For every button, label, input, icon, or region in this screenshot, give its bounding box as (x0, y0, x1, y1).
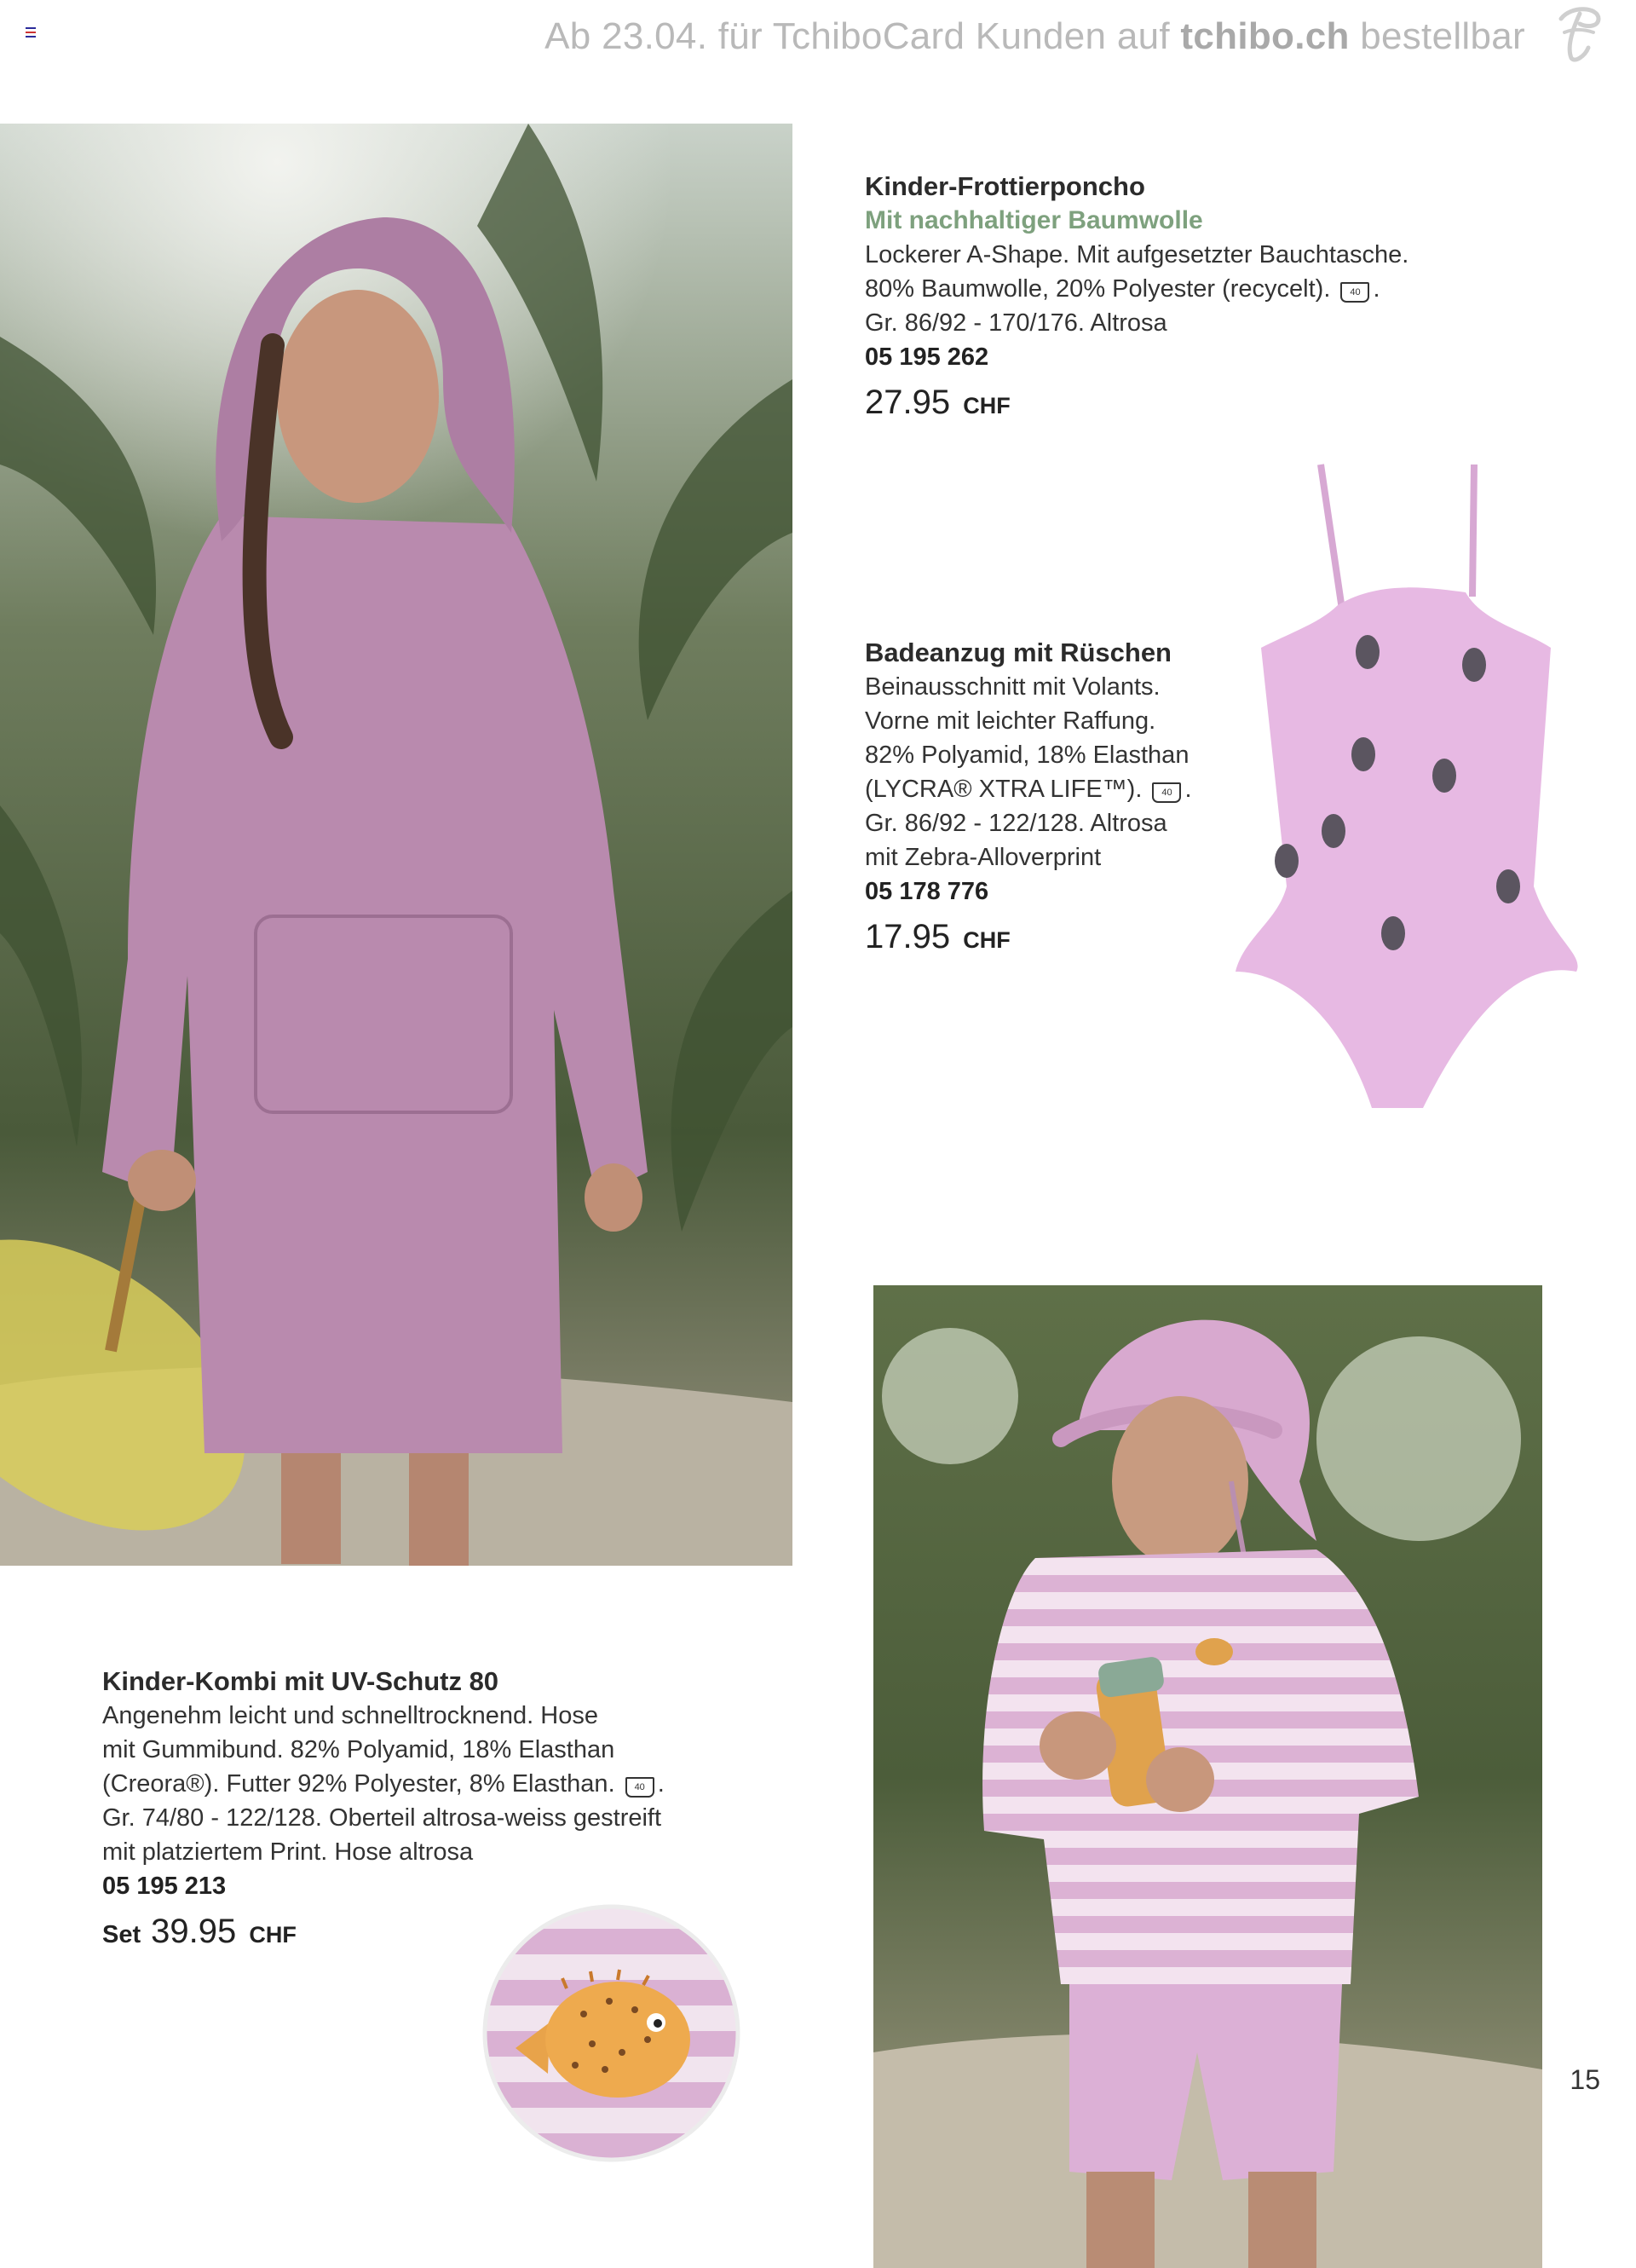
article-number: 05 195 262 (865, 343, 989, 371)
article-number: 05 195 213 (102, 1873, 227, 1900)
price-currency: CHF (249, 1922, 297, 1948)
product-desc-line: (Creora®). Futter 92% Polyester, 8% Elasthan. (102, 1770, 622, 1798)
price-set-label: Set (102, 1921, 141, 1948)
product-desc-line-wash: (LYCRA® XTRA LIFE™). 40 . (865, 776, 1192, 803)
product-desc-line-wash: 80% Baumwolle, 20% Polyester (recycelt). 40 . (865, 275, 1380, 303)
product-subtitle: Mit nachhaltiger Baumwolle (865, 206, 1203, 234)
banner-post: bestellbar (1349, 15, 1525, 57)
page-number: 15 (1570, 2064, 1600, 2095)
product-desc-line: Vorne mit leichter Raffung. (865, 707, 1156, 735)
product-desc-line: mit platziertem Print. Hose altrosa (102, 1838, 474, 1866)
product-name: Badeanzug mit Rüschen (865, 638, 1172, 667)
product-price (865, 381, 1478, 427)
product-desc-line: Gr. 86/92 - 170/176. Altrosa (865, 309, 1167, 337)
product-desc-line: Angenehm leicht und schnelltrocknend. Hose (102, 1702, 598, 1729)
product-desc-line: (LYCRA® XTRA LIFE™). (865, 776, 1149, 803)
pufferfish-print-detail (481, 1903, 741, 2163)
product-desc-line: 80% Baumwolle, 20% Polyester (recycelt). (865, 275, 1338, 303)
order-banner[interactable] (544, 15, 1525, 58)
hamburger-menu-icon[interactable] (26, 27, 36, 40)
product-desc-line: Lockerer A-Shape. Mit aufgesetzter Bauchtasche. (865, 241, 1409, 268)
product-name: Kinder-Kombi mit UV-Schutz 80 (102, 1666, 499, 1696)
product-swimsuit (865, 635, 1240, 961)
product-desc-line: Beinausschnitt mit Volants. (865, 673, 1161, 701)
price-currency: CHF (963, 927, 1011, 953)
wash-40-icon: 40 (1152, 782, 1181, 803)
banner-pre: Ab 23.04. für TchiboCard Kunden auf (544, 15, 1181, 57)
product-price (865, 915, 1240, 961)
article-number: 05 178 776 (865, 878, 989, 905)
price-value: 17.95 (865, 918, 951, 955)
product-desc-line: 82% Polyamid, 18% Elasthan (865, 742, 1190, 769)
product-poncho (865, 169, 1478, 427)
product-desc-line: mit Gummibund. 82% Polyamid, 18% Elasthan (102, 1736, 615, 1763)
product-desc-line: Gr. 86/92 - 122/128. Altrosa (865, 810, 1167, 837)
price-value: 39.95 (151, 1913, 237, 1950)
wash-40-icon: 40 (625, 1777, 654, 1798)
product-name: Kinder-Frottierponcho (865, 171, 1145, 201)
banner-domain[interactable]: tchibo.ch (1180, 15, 1350, 57)
product-desc-line-wash: (Creora®). Futter 92% Polyester, 8% Elasthan. 40 . (102, 1770, 665, 1798)
price-currency: CHF (963, 393, 1011, 418)
product-desc-line: mit Zebra-Alloverprint (865, 844, 1102, 871)
price-value: 27.95 (865, 384, 951, 421)
wash-40-icon: 40 (1340, 282, 1369, 303)
poncho-photo (0, 124, 792, 1566)
tchibo-logo-icon[interactable] (1546, 2, 1610, 66)
swimsuit-image (1227, 460, 1593, 1117)
product-desc-line: Gr. 74/80 - 122/128. Oberteil altrosa-weiss gestreift (102, 1804, 662, 1832)
uv-set-photo (873, 1285, 1542, 2268)
